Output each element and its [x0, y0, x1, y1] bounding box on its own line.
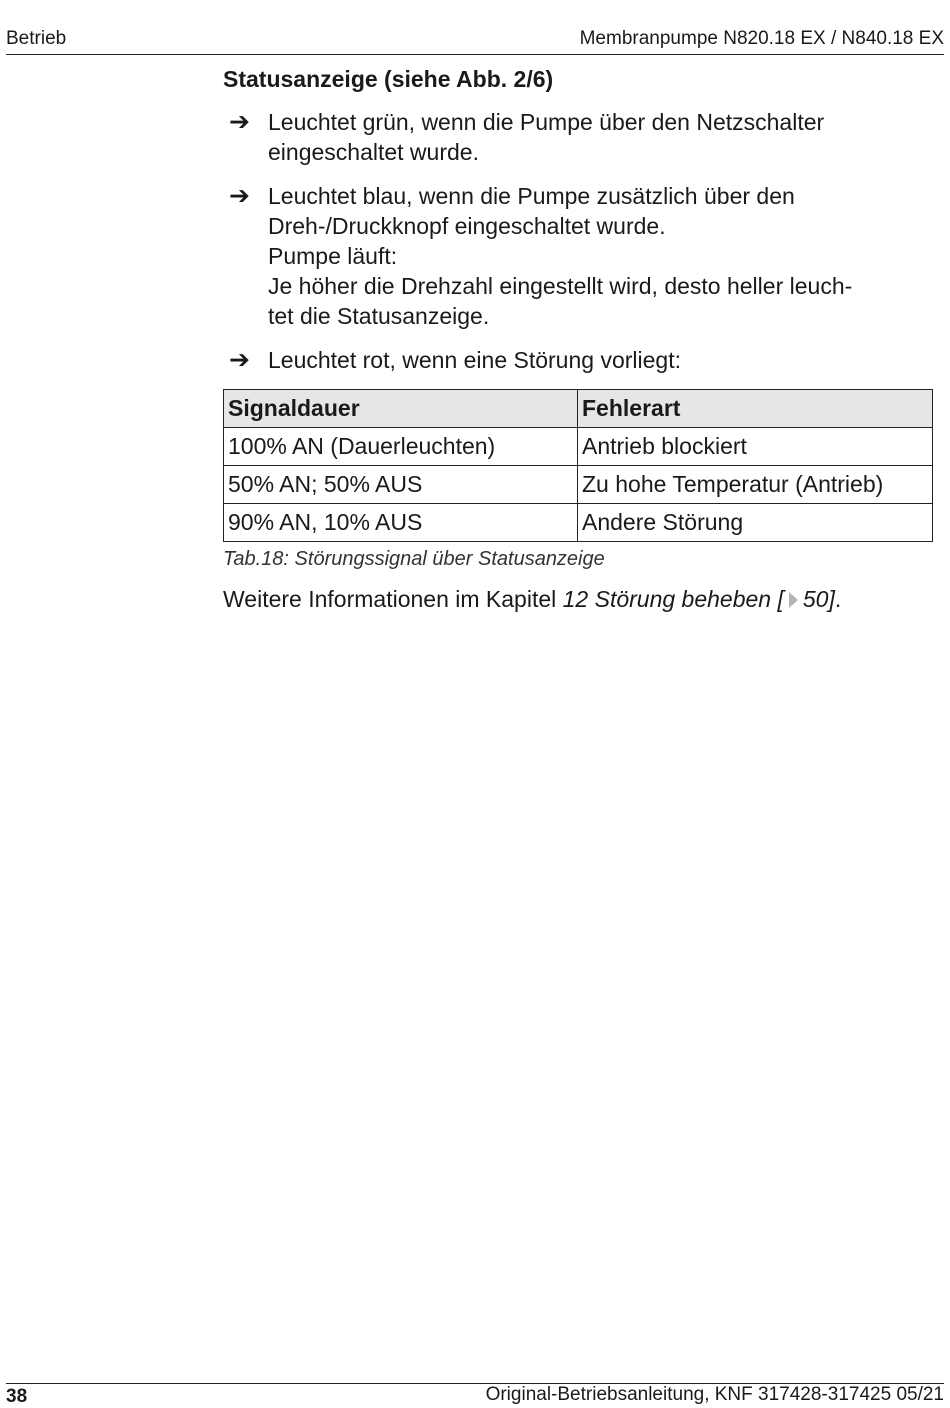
page-header [6, 28, 944, 55]
more-info-paragraph [223, 584, 935, 614]
table-header-row [224, 390, 933, 428]
column-header-signal-duration: Signaldauer [224, 390, 578, 428]
table-row [224, 504, 933, 542]
table-cell: 50% AN; 50% AUS [224, 466, 578, 504]
bullet-line: Leuchtet grün, wenn die Pumpe über den Netzschalter [268, 109, 825, 135]
bullet-line: Je höher die Drehzahl eingestellt wird, desto heller leuch- [268, 273, 853, 299]
chapter-reference-page: 50] [802, 586, 835, 612]
column-header-fault-type: Fehlerart [578, 390, 933, 428]
header-product: Membranpumpe N820.18 EX / N840.18 EX [579, 28, 944, 49]
triangle-right-icon [789, 592, 798, 608]
arrow-right-icon: ➔ [229, 182, 250, 210]
bullet-red [223, 345, 935, 375]
arrow-right-icon: ➔ [229, 108, 250, 136]
chapter-reference-title: 12 Störung beheben [ [562, 586, 784, 612]
table-caption: Tab.18: Störungssignal über Statusanzeige [223, 548, 605, 570]
table-cell: 90% AN, 10% AUS [224, 504, 578, 542]
page-footer [6, 1383, 944, 1408]
more-info-end: . [834, 586, 842, 612]
bullet-green [223, 107, 935, 167]
table-cell: 100% AN (Dauerleuchten) [224, 428, 578, 466]
bullet-line: tet die Statusanzeige. [268, 303, 490, 329]
bullet-line: Leuchtet rot, wenn eine Störung vorliegt: [268, 347, 681, 373]
table-row [224, 466, 933, 504]
table-row [224, 428, 933, 466]
header-section: Betrieb [6, 28, 67, 49]
footer-document-id: Original-Betriebsanleitung, KNF 317428-317425 05/21 [485, 1384, 944, 1405]
fault-signal-table [223, 389, 933, 542]
section-heading: Statusanzeige (siehe Abb. 2/6) [223, 66, 554, 92]
bullet-line: eingeschaltet wurde. [268, 139, 479, 165]
bullet-line: Dreh-/Druckknopf eingeschaltet wurde. [268, 213, 666, 239]
main-content [223, 64, 935, 614]
bullet-blue [223, 181, 935, 331]
table-cell: Andere Störung [578, 504, 933, 542]
bullet-line: Leuchtet blau, wenn die Pumpe zusätzlich über den [268, 183, 795, 209]
table-cell: Antrieb blockiert [578, 428, 933, 466]
table-cell: Zu hohe Temperatur (Antrieb) [578, 466, 933, 504]
chapter-reference-link[interactable] [563, 586, 835, 612]
page-number: 38 [6, 1386, 28, 1407]
bullet-line: Pumpe läuft: [268, 243, 398, 269]
more-info-text: Weitere Informationen im Kapitel [223, 586, 563, 612]
arrow-right-icon: ➔ [229, 346, 250, 374]
